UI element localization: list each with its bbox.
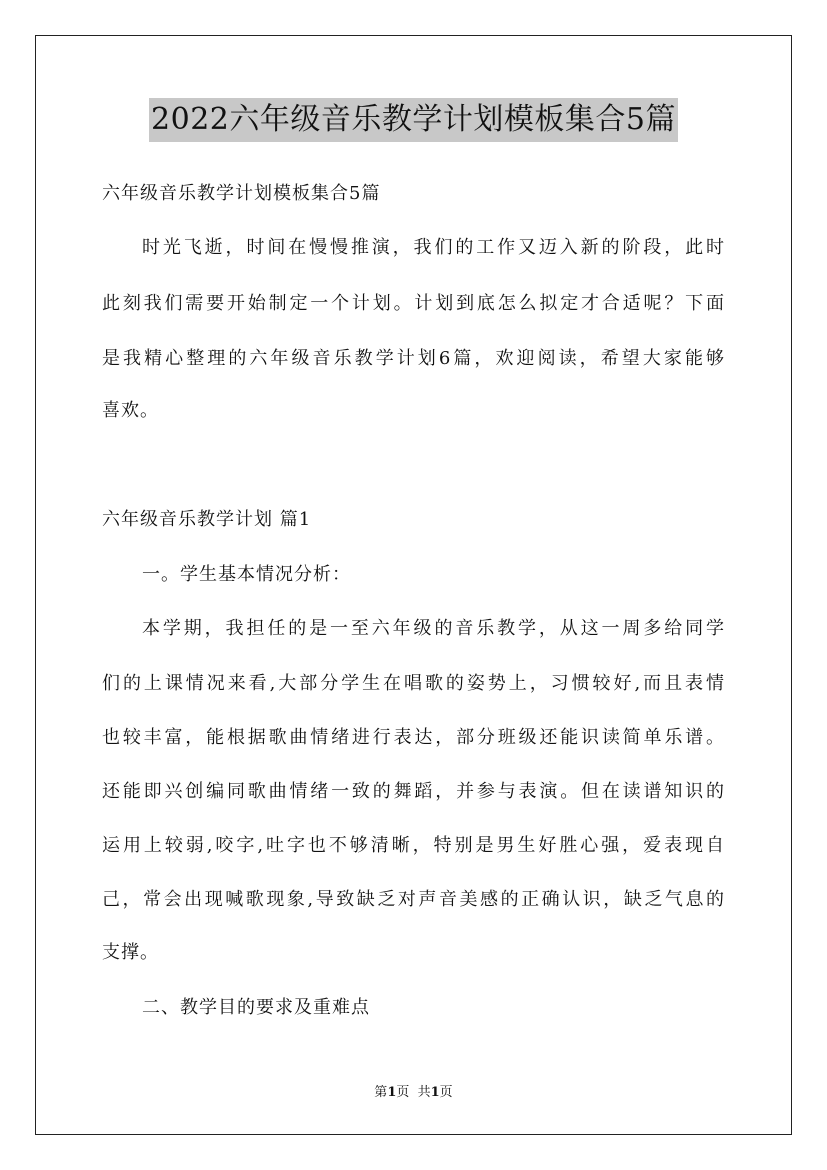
body-line: 运用上较弱,咬字,吐字也不够清晰，特别是男生好胜心强，爱表现自 xyxy=(102,835,725,856)
body-line: 本学期，我担任的是一至六年级的音乐教学，从这一周多给同学 xyxy=(142,618,725,639)
footer-suffix: 页 xyxy=(439,1085,453,1100)
document-subtitle: 六年级音乐教学计划模板集合5篇 xyxy=(102,183,381,204)
footer-page-total: 1 xyxy=(430,1085,440,1100)
part-heading: 二、教学目的要求及重难点 xyxy=(142,997,370,1018)
body-line: 支撑。 xyxy=(102,942,159,963)
body-line: 己，常会出现喊歌现象,导致缺乏对声音美感的正确认识，缺乏气息的 xyxy=(102,889,725,910)
intro-line: 时光飞逝，时间在慢慢推演，我们的工作又迈入新的阶段，此时 xyxy=(142,237,725,258)
intro-line: 是我精心整理的六年级音乐教学计划6篇，欢迎阅读，希望大家能够 xyxy=(102,348,725,369)
body-line: 也较丰富，能根据歌曲情绪进行表达，部分班级还能识读简单乐谱。 xyxy=(102,727,725,748)
intro-line: 此刻我们需要开始制定一个计划。计划到底怎么拟定才合适呢？下面 xyxy=(102,293,725,314)
body-line: 还能即兴创编同歌曲情绪一致的舞蹈，并参与表演。但在读谱知识的 xyxy=(102,781,725,802)
document-title: 2022六年级音乐教学计划模板集合5篇 xyxy=(149,98,678,142)
footer-page-current: 1 xyxy=(387,1085,397,1100)
intro-line: 喜欢。 xyxy=(102,400,159,421)
title-container xyxy=(0,98,827,142)
page-footer xyxy=(0,1084,827,1102)
part-heading: 一。学生基本情况分析： xyxy=(142,564,351,585)
footer-prefix: 第 xyxy=(374,1085,388,1100)
section-heading: 六年级音乐教学计划 篇1 xyxy=(102,509,312,530)
footer-mid: 页 共 xyxy=(396,1085,431,1100)
body-line: 们的上课情况来看,大部分学生在唱歌的姿势上，习惯较好,而且表情 xyxy=(102,673,725,694)
